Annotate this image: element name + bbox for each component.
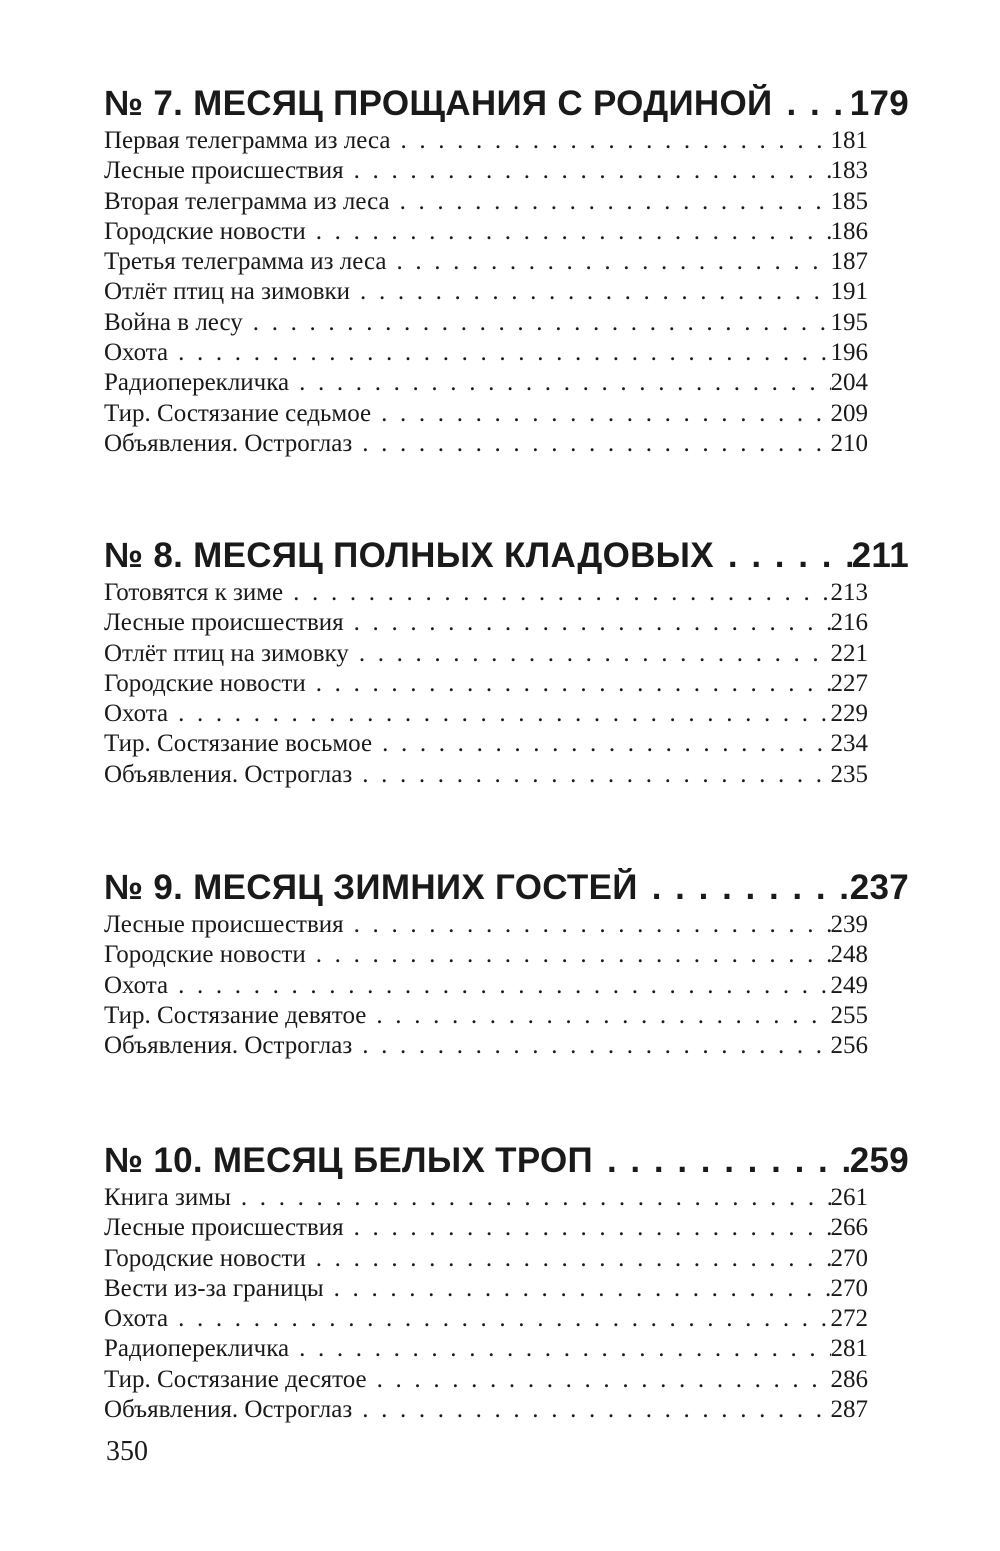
entry-title: Третья телеграмма из леса: [104, 248, 387, 276]
toc-entry: [104, 579, 868, 609]
entry-title: Городские новости: [104, 669, 306, 697]
toc-entry: [104, 670, 868, 700]
toc-section: [104, 536, 909, 791]
entry-title: Тир. Состязание седьмое: [104, 399, 372, 427]
toc-entry: [104, 972, 868, 1002]
entry-title: Отлёт птиц на зимовки: [104, 278, 351, 306]
entry-title: Городские новости: [104, 941, 306, 969]
dot-leader: [593, 1141, 850, 1181]
toc-entry: [104, 278, 868, 308]
entry-page: 185: [830, 187, 868, 215]
dot-leader: [352, 430, 830, 458]
section-page: 237: [849, 868, 909, 907]
entry-page: 234: [830, 730, 868, 758]
toc-entry: [104, 1214, 868, 1244]
entry-title: Вести из-за границы: [104, 1274, 324, 1302]
entry-page: 266: [830, 1214, 868, 1242]
entry-page: 209: [830, 399, 868, 427]
entry-title: Первая телеграмма из леса: [104, 127, 391, 154]
toc-entry: [104, 640, 868, 670]
dot-leader: [168, 972, 830, 1000]
entry-page: 270: [830, 1274, 868, 1302]
entry-page: 281: [830, 1335, 868, 1363]
entry-page: 239: [830, 911, 868, 938]
entry-title: Лесные происшествия: [104, 911, 344, 938]
dot-leader: [243, 309, 831, 337]
dot-leader: [714, 536, 852, 576]
entry-page: 235: [830, 760, 868, 788]
toc-entry: [104, 730, 868, 760]
entry-page: 256: [830, 1032, 868, 1060]
entry-page: 286: [830, 1365, 868, 1393]
dot-leader: [306, 1245, 831, 1273]
dot-leader: [168, 700, 830, 728]
toc-entry: [104, 1305, 868, 1335]
entry-title: Лесные происшествия: [104, 1214, 344, 1242]
entry-title: Радиоперекличка: [104, 369, 290, 397]
toc-entry: [104, 1184, 868, 1214]
page-number: 350: [106, 1436, 148, 1467]
entry-title: Городские новости: [104, 217, 306, 245]
toc-entry: [104, 1366, 868, 1396]
dot-leader: [367, 1366, 831, 1394]
toc-entry: [104, 309, 868, 339]
entry-title: Тир. Состязание восьмое: [104, 730, 373, 758]
dot-leader: [283, 579, 830, 607]
entry-title: Тир. Состязание девятое: [104, 1001, 367, 1029]
entry-page: 196: [830, 339, 868, 367]
section-title: № 7. МЕСЯЦ ПРОЩАНИЯ С РОДИНОЙ: [104, 84, 773, 123]
toc-entry: [104, 369, 868, 399]
entry-title: Война в лесу: [104, 308, 243, 336]
entry-title: Объявления. Остроглаз: [104, 429, 353, 457]
toc-entry: [104, 1032, 868, 1062]
entry-title: Охота: [104, 971, 169, 999]
entry-page: 261: [830, 1184, 868, 1211]
entry-page: 227: [830, 669, 868, 697]
entry-title: Охота: [104, 339, 169, 367]
dot-leader: [306, 218, 831, 246]
section-heading: [104, 84, 909, 128]
entry-page: 195: [830, 308, 868, 336]
toc-entry: [104, 941, 868, 971]
entry-page: 287: [830, 1396, 868, 1424]
dot-leader: [344, 1214, 831, 1242]
entry-page: 221: [830, 639, 868, 667]
toc-entry: [104, 1245, 868, 1275]
toc-entry: [104, 339, 868, 369]
dot-leader: [372, 730, 830, 758]
entry-page: 181: [830, 127, 868, 154]
dot-leader: [352, 1032, 830, 1060]
dot-leader: [773, 84, 850, 124]
toc-entry: [104, 1396, 868, 1426]
toc-entry: [104, 609, 868, 639]
entry-title: Городские новости: [104, 1244, 306, 1272]
entry-title: Книга зимы: [104, 1184, 231, 1211]
toc-entry: [104, 430, 868, 460]
dot-leader: [371, 400, 830, 428]
dot-leader: [344, 609, 831, 637]
entry-title: Объявления. Остроглаз: [104, 1032, 353, 1060]
toc-entry: [104, 1002, 868, 1032]
toc-section: [104, 868, 909, 1062]
toc-entry: [104, 400, 868, 430]
section-title: № 9. МЕСЯЦ ЗИМНИХ ГОСТЕЙ: [104, 868, 638, 907]
entry-title: Лесные происшествия: [104, 157, 344, 185]
dot-leader: [390, 188, 831, 216]
entry-title: Радиоперекличка: [104, 1335, 290, 1363]
dot-leader: [390, 127, 830, 155]
toc-section: [104, 1141, 909, 1426]
entry-page: 249: [830, 971, 868, 999]
toc-entry: [104, 1275, 868, 1305]
toc-entry: [104, 218, 868, 248]
entry-title: Вторая телеграмма из леса: [104, 187, 390, 215]
entry-page: 216: [830, 609, 868, 637]
section-page: 211: [851, 536, 909, 575]
dot-leader: [638, 868, 850, 908]
section-page: 179: [849, 84, 909, 123]
dot-leader: [352, 761, 830, 789]
dot-leader: [349, 640, 831, 668]
dot-leader: [352, 1396, 830, 1424]
toc-entry: [104, 157, 868, 187]
dot-leader: [350, 278, 830, 306]
dot-leader: [306, 670, 831, 698]
entry-page: 272: [830, 1305, 868, 1333]
dot-leader: [231, 1184, 831, 1212]
dot-leader: [168, 1305, 830, 1333]
dot-leader: [344, 157, 831, 185]
entry-title: Лесные происшествия: [104, 609, 344, 637]
entry-title: Тир. Состязание десятое: [104, 1365, 367, 1393]
entry-page: 210: [830, 429, 868, 457]
toc-entry: [104, 1335, 868, 1365]
entry-title: Готовятся к зиме: [104, 579, 284, 606]
section-heading: [104, 536, 909, 580]
dot-leader: [366, 1002, 830, 1030]
entry-page: 191: [830, 278, 868, 306]
entry-title: Охота: [104, 700, 169, 728]
dot-leader: [344, 911, 831, 939]
dot-leader: [324, 1275, 831, 1303]
section-heading: [104, 868, 909, 912]
entry-page: 255: [830, 1001, 868, 1029]
section-title: № 10. МЕСЯЦ БЕЛЫХ ТРОП: [104, 1141, 593, 1180]
section-page: 259: [849, 1141, 909, 1180]
toc-entry: [104, 127, 868, 157]
entry-page: 213: [830, 579, 868, 606]
toc-section: [104, 84, 909, 460]
section-heading: [104, 1141, 909, 1185]
toc-entry: [104, 761, 868, 791]
entry-title: Объявления. Остроглаз: [104, 1396, 353, 1424]
entry-page: 248: [830, 941, 868, 969]
toc-entry: [104, 248, 868, 278]
dot-leader: [386, 248, 830, 276]
dot-leader: [168, 339, 830, 367]
entry-page: 186: [830, 217, 868, 245]
entry-title: Объявления. Остроглаз: [104, 760, 353, 788]
toc-entry: [104, 700, 868, 730]
toc-entry: [104, 911, 868, 941]
entry-page: 183: [830, 157, 868, 185]
entry-title: Отлёт птиц на зимовку: [104, 639, 349, 667]
dot-leader: [289, 1335, 830, 1363]
toc-entry: [104, 188, 868, 218]
entry-title: Охота: [104, 1305, 169, 1333]
section-title: № 8. МЕСЯЦ ПОЛНЫХ КЛАДОВЫХ: [104, 536, 714, 575]
dot-leader: [289, 369, 830, 397]
dot-leader: [306, 941, 831, 969]
entry-page: 187: [830, 248, 868, 276]
entry-page: 270: [830, 1244, 868, 1272]
entry-page: 229: [830, 700, 868, 728]
entry-page: 204: [830, 369, 868, 397]
